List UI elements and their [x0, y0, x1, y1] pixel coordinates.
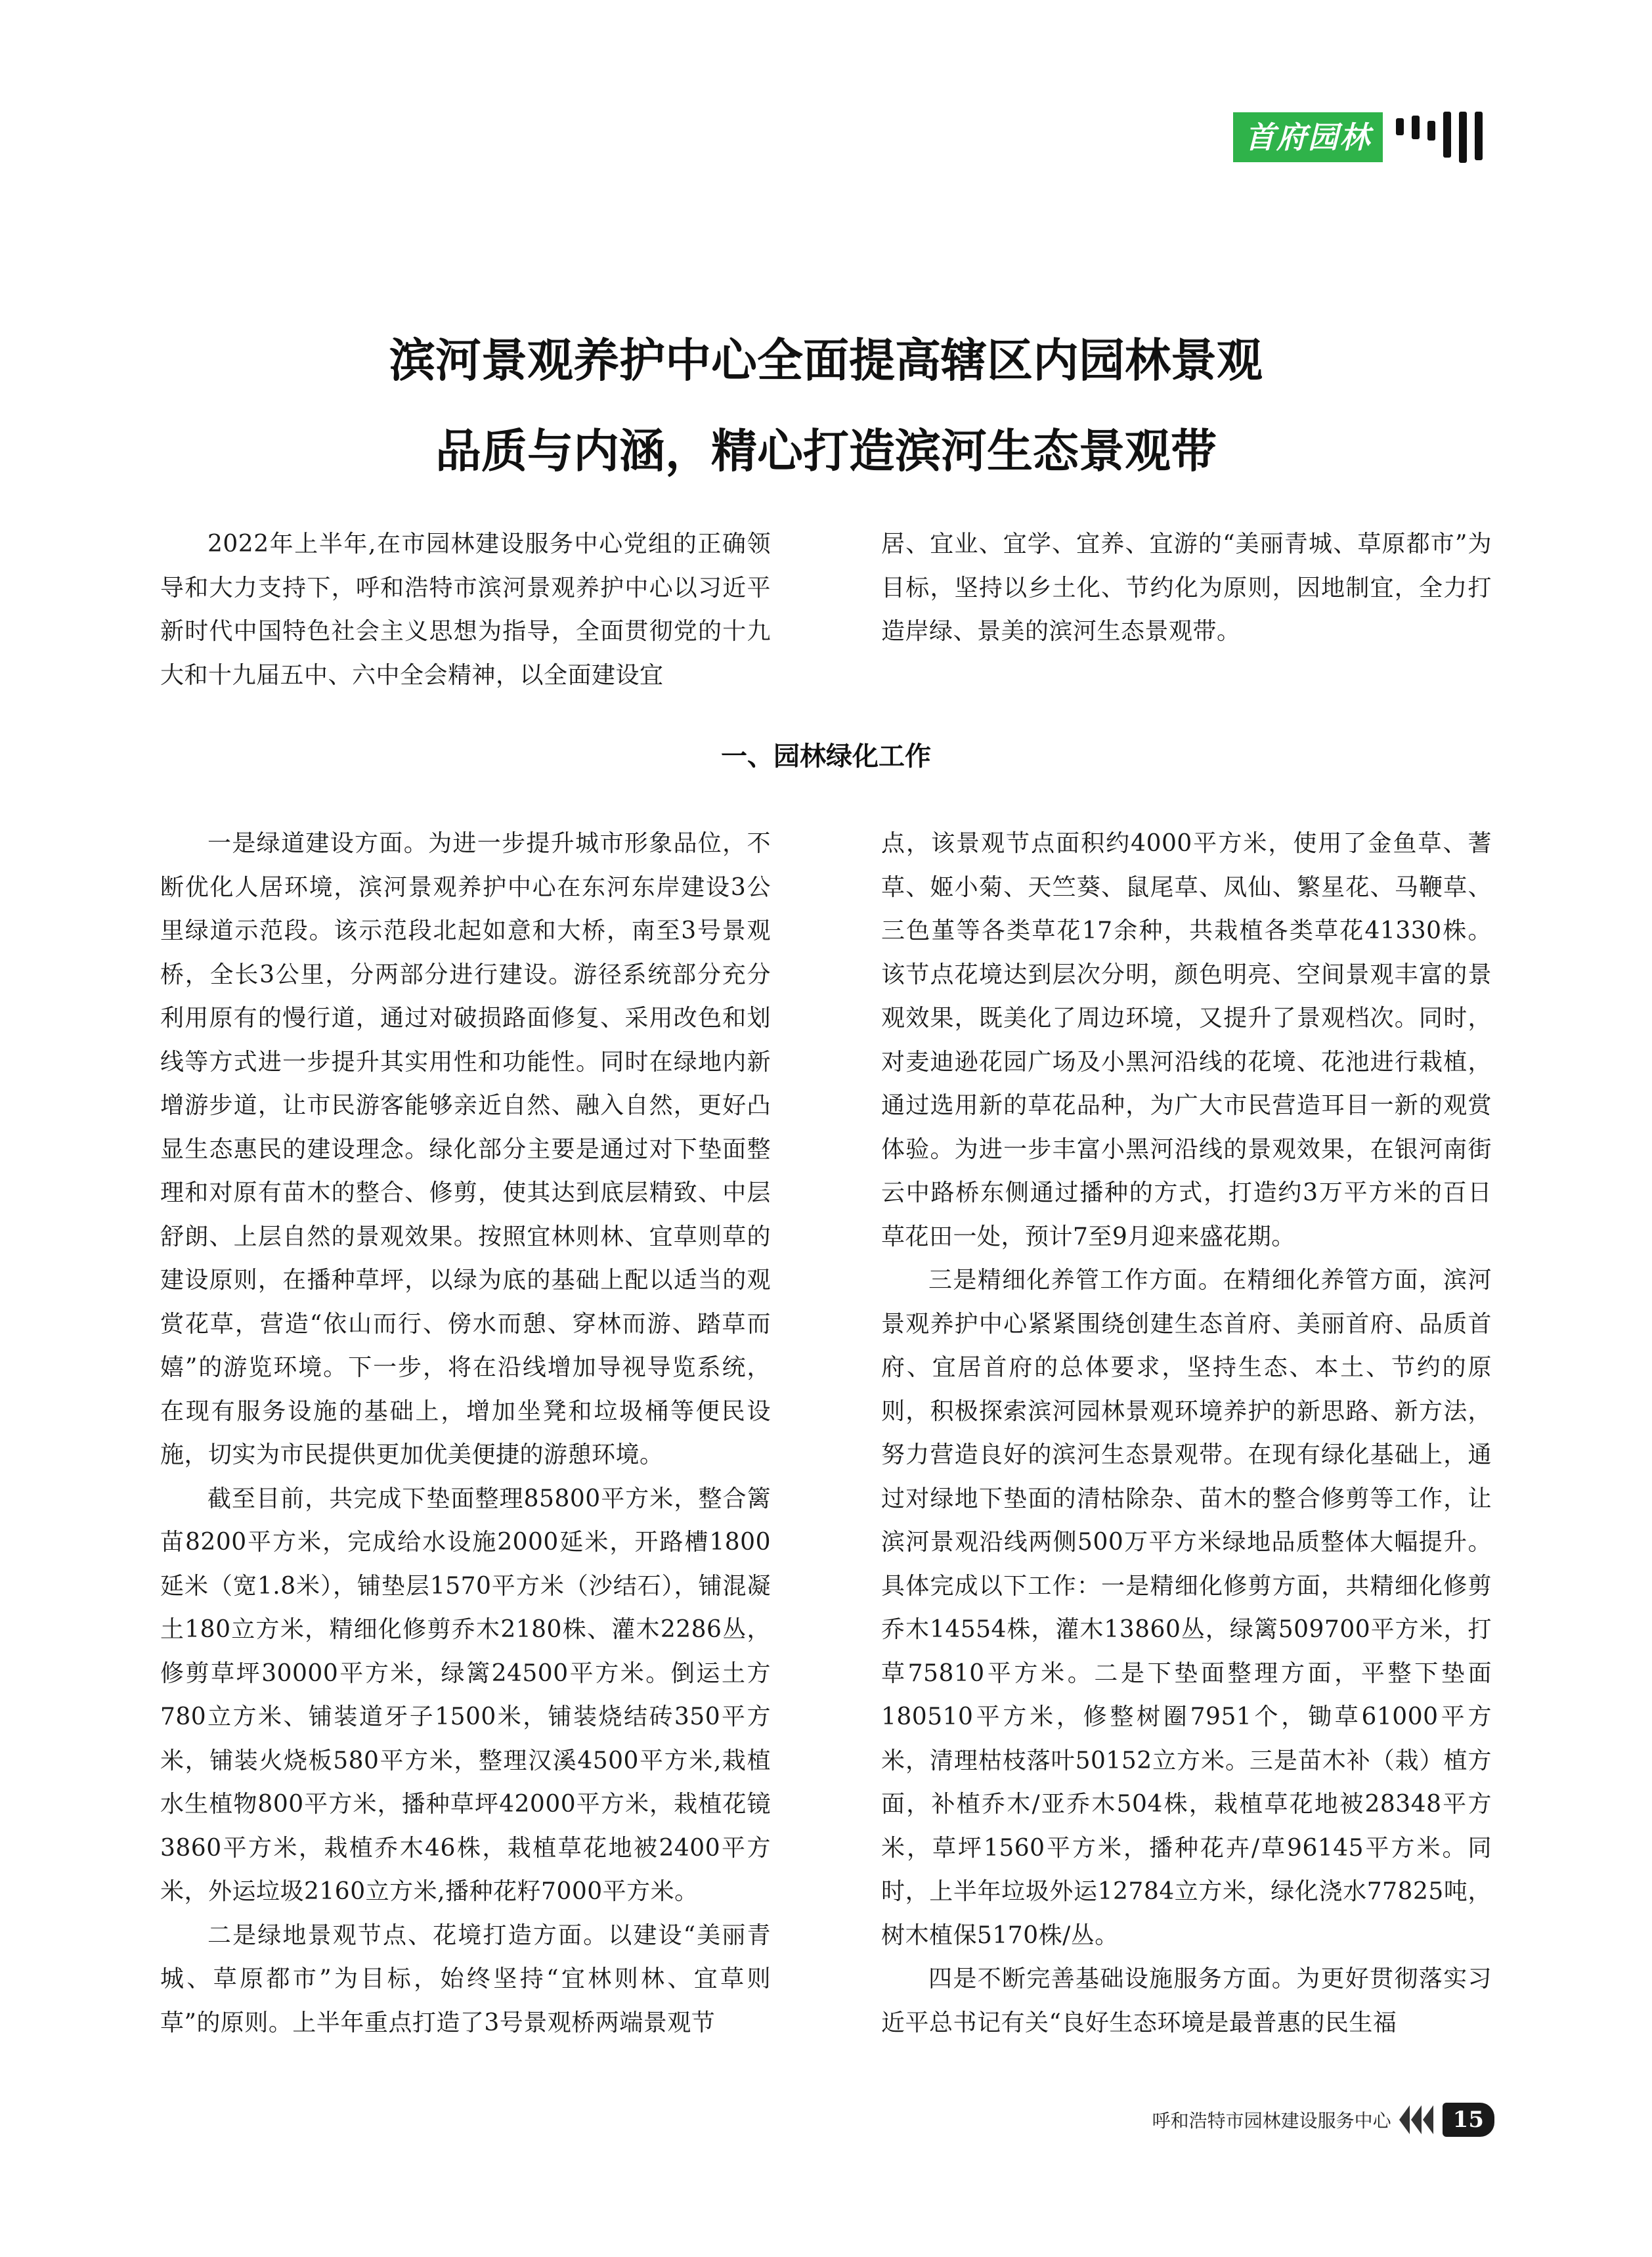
body-paragraph: 二是绿地景观节点、花境打造方面。以建设“美丽青城、草原都市”为目标，始终坚持“宜林则林、宜草则草”的原则。上半年重点打造了3号景观桥两端景观节: [160, 1921, 771, 2036]
chevron-left-icon: [1399, 2105, 1435, 2134]
intro-paragraph: 2022年上半年,在市园林建设服务中心党组的正确领导和大力支持下，呼和浩特市滨河景观养护中心以习近平新时代中国特色社会主义思想为指导，全面贯彻党的十九大和十九届五中、六中全会精神，以全面建设宜: [160, 531, 771, 689]
title-line-1: 滨河景观养护中心全面提高辖区内园林景观: [389, 334, 1263, 387]
intro-paragraph-continued: 居、宜业、宜学、宜养、宜游的“美丽青城、草原都市”为目标，坚持以乡土化、节约化为原则，因地制宜，全力打造岸绿、景美的滨河生态景观带。: [881, 531, 1492, 645]
page-footer: [1152, 2103, 1494, 2137]
body-paragraph: 三是精细化养管工作方面。在精细化养管方面，滨河景观养护中心紧紧围绕创建生态首府、美丽首府、品质首府、宜居首府的总体要求，坚持生态、本土、节约的原则，积极探索滨河园林景观环境养护的新思路、新方法，努力营造良好的滨河生态景观带。在现有绿化基础上，通过对绿地下垫面的清枯除杂、苗木的整合修剪等工作，让滨河景观沿线两侧500万平方米绿地品质整体大幅提升。具体完成以下工作：一是精细化修剪方面，共精细化修剪乔木14554株，灌木13860丛，绿篱509700平方米，打草75810平方米。二是下垫面整理方面，平整下垫面180510平方米，修整树圈7951个，锄草61000平方米，清理枯枝落叶50152立方米。三是苗木补（栽）植方面，补植乔木/亚乔木504株，栽植草花地被28348平方米，草坪1560平方米，播种花卉/草96145平方米。同时，上半年垃圾外运12784立方米，绿化浇水77825吨，树木植保5170株/丛。: [881, 1267, 1492, 1949]
page-number: 15: [1443, 2103, 1494, 2137]
title-line-2: 品质与内涵，精心打造滨河生态景观带: [435, 424, 1217, 478]
mongolian-script-logo: [1396, 112, 1483, 163]
article-title: [0, 315, 1652, 496]
body-left-column: [160, 822, 771, 2045]
body-paragraph-continued: 点，该景观节点面积约4000平方米，使用了金鱼草、蓍草、姬小菊、天竺葵、鼠尾草、凤仙、繁星花、马鞭草、三色堇等各类草花17余种，共栽植各类草花41330株。该节点花境达到层次分明，颜色明亮、空间景观丰富的景观效果，既美化了周边环境，又提升了景观档次。同时，对麦迪逊花园广场及小黑河沿线的花境、花池进行栽植，通过选用新的草花品种，为广大市民营造耳目一新的观赏体验。为进一步丰富小黑河沿线的景观效果，在银河南街云中路桥东侧通过播种的方式，打造约3万平方米的百日草花田一处，预计7至9月迎来盛花期。: [881, 830, 1492, 1250]
magazine-header: [1233, 112, 1483, 163]
footer-organization: 呼和浩特市园林建设服务中心: [1152, 2110, 1391, 2132]
section-heading: 一、园林绿化工作: [721, 741, 931, 772]
body-right-column: [881, 822, 1492, 2045]
body-paragraph: 一是绿道建设方面。为进一步提升城市形象品位，不断优化人居环境，滨河景观养护中心在东河东岸建设3公里绿道示范段。该示范段北起如意和大桥，南至3号景观桥，全长3公里，分两部分进行建设。游径系统部分充分利用原有的慢行道，通过对破损路面修复、采用改色和划线等方式进一步提升其实用性和功能性。同时在绿地内新增游步道，让市民游客能够亲近自然、融入自然，更好凸显生态惠民的建设理念。绿化部分主要是通过对下垫面整理和对原有苗木的整合、修剪，使其达到底层精致、中层舒朗、上层自然的景观效果。按照宜林则林、宜草则草的建设原则，在播种草坪，以绿为底的基础上配以适当的观赏花草，营造“依山而行、傍水而憩、穿林而游、踏草而嬉”的游览环境。下一步，将在沿线增加导视导览系统，在现有服务设施的基础上，增加坐凳和垃圾桶等便民设施，切实为市民提供更加优美便捷的游憩环境。: [160, 830, 771, 1468]
body-paragraph: 截至目前，共完成下垫面整理85800平方米，整合篱苗8200平方米，完成给水设施2000延米，开路槽1800延米（宽1.8米），铺垫层1570平方米（沙结石），铺混凝土180立方米，精细化修剪乔木2180株、灌木2286丛，修剪草坪30000平方米，绿篱24500平方米。倒运土方780立方米、铺装道牙子1500米，铺装烧结砖350平方米，铺装火烧板580平方米，整理汉溪4500平方米,栽植水生植物800平方米，播种草坪42000平方米，栽植花镜3860平方米，栽植乔木46株，栽植草花地被2400平方米，外运垃圾2160立方米,播种花籽7000平方米。: [160, 1485, 771, 1905]
intro-right-column: [881, 523, 1492, 654]
body-paragraph: 四是不断完善基础设施服务方面。为更好贯彻落实习近平总书记有关“良好生态环境是最普惠的民生福: [881, 1965, 1492, 2036]
intro-left-column: [160, 523, 771, 697]
section-badge: 首府园林: [1233, 112, 1383, 162]
